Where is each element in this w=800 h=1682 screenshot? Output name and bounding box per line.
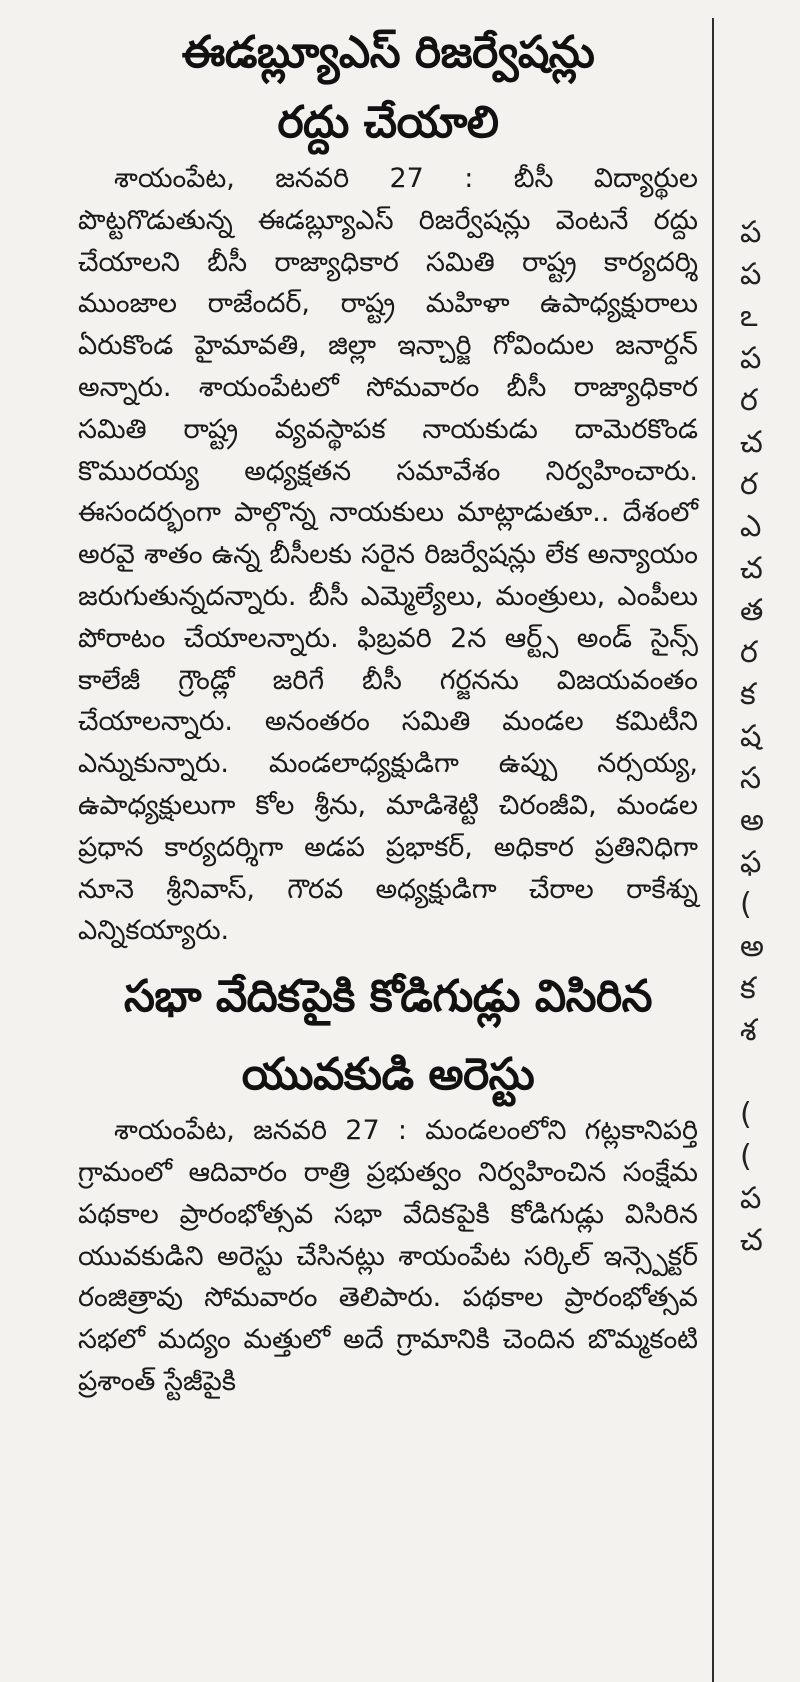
article-headline-line-2: యువకుడి అరెస్టు [241,1049,535,1101]
adjacent-line-fragment: ప [740,215,762,250]
article-headline-line-1: సభా వేదికపైకి కోడిగుడ్లు విసిరిన [124,971,652,1023]
adjacent-line-fragment: ( [740,887,752,922]
adjacent-line-fragment: ర [740,383,758,418]
adjacent-line-fragment: అ [740,803,764,838]
article-youth-arrest [78,962,698,1403]
adjacent-line-fragment: ఎ [740,509,762,544]
article-headline-line-1: ఈడబ్ల్యూఎస్ రిజర్వేషన్లు [181,27,595,78]
adjacent-line-fragment: క [740,971,756,1006]
adjacent-line-fragment: త [740,593,764,628]
adjacent-line-fragment: ( [740,1097,752,1132]
adjacent-line-fragment: ర [740,635,758,670]
article-headline-line-2: రద్దు చేయాలి [277,97,499,148]
adjacent-line-fragment: ష [740,719,762,754]
article-body [78,1110,698,1403]
article-body-text: శాయంపేట, జనవరి 27 : మండలంలోని గట్లకానిపర్తి గ్రామంలో ఆదివారం రాత్రి ప్రభుత్వం నిర్వహించిన సంక్షేమ పథకాల ప్రారంభోత్సవ సభా వేదికపైకి కోడిగుడ్లు విసిరిన యువకుడిని అరెస్టు చేసినట్లు శాయంపేట సర్కిల్ ఇన్స్పెక్టర్ రంజిత్రావు సోమవారం తెలిపారు. పథకాల ప్రారంభోత్సవ సభలో మద్యం మత్తులో అదే గ్రామానికి చెందిన బొమ్మకంటి ప్రశాంత్ స్టేజీపైకి [78,1115,698,1397]
adjacent-line-fragment: ర [740,467,758,502]
article-body-text: శాయంపేట, జనవరి 27 : బీసీ విద్యార్థుల పొట్టగొడుతున్న ఈడబ్ల్యూఎస్ రిజర్వేషన్లు వెంటనే రద్దు చేయాలని బీసీ రాజ్యాధికార సమితి రాష్ట్ర కార్యదర్శి ముంజాల రాజేందర్, రాష్ట్ర మహిళా ఉపాధ్యక్షురాలు ఏరుకొండ హైమావతి, జిల్లా ఇన్చార్జి గోవిందుల జనార్దన్ అన్నారు. శాయంపేటలో సోమవారం బీసీ రాజ్యాధికార సమితి రాష్ట్ర వ్యవస్థాపక నాయకుడు దామెరకొండ కొమురయ్య అధ్యక్షతన సమావేశం నిర్వహించారు. ఈసందర్భంగా పాల్గొన్న నాయకులు మాట్లాడుతూ.. దేశంలో అరవై శాతం ఉన్న బీసీలకు సరైన రిజర్వేషన్లు లేక అన్యాయం జరుగుతున్నదన్నారు. బీసీ ఎమ్మెల్యేలు, మంత్రులు, ఎంపీలు పోరాటం చేయాలన్నారు. ఫిబ్రవరి 2న ఆర్ట్స్ అండ్ సైన్స్ కాలేజీ గ్రౌండ్లో జరిగే బీసీ గర్జనను విజయవంతం చేయాలన్నారు. అనంతరం సమితి మండల కమిటీని ఎన్నుకున్నారు. మండలాధ్యక్షుడిగా ఉప్పు నర్సయ్య, ఉపాధ్యక్షులుగా కోల శ్రీను, మాడిశెట్టి చిరంజీవి, మండల ప్రధాన కార్యదర్శిగా అడప ప్రభాకర్, అధికార ప్రతినిధిగా నూనె శ్రీనివాస్, గౌరవ అధ్యక్షుడిగా చేరాల రాకేశ్ను ఎన్నికయ్యారు. [78,163,698,947]
adjacent-line-fragment: శ [740,1013,757,1048]
adjacent-line-fragment: ప [740,257,762,292]
column-divider [712,18,714,1682]
article-body [78,158,698,952]
adjacent-column-fragment [738,0,800,1682]
article-column [78,0,698,1682]
adjacent-line-fragment: చ [740,425,763,460]
adjacent-line-fragment: ప [740,341,762,376]
adjacent-line-fragment: చ [740,1223,763,1258]
adjacent-line-fragment: అ [740,929,764,964]
adjacent-line-fragment: ఫ [740,845,762,880]
adjacent-line-fragment: స [740,761,762,796]
adjacent-line-fragment: ( [740,1139,752,1174]
adjacent-line-fragment: చ [740,551,763,586]
adjacent-line-fragment: క [740,677,756,712]
article-ews-reservations [78,0,698,952]
adjacent-line-fragment: ఽ [740,299,758,334]
adjacent-line-fragment: ప [740,1181,762,1216]
